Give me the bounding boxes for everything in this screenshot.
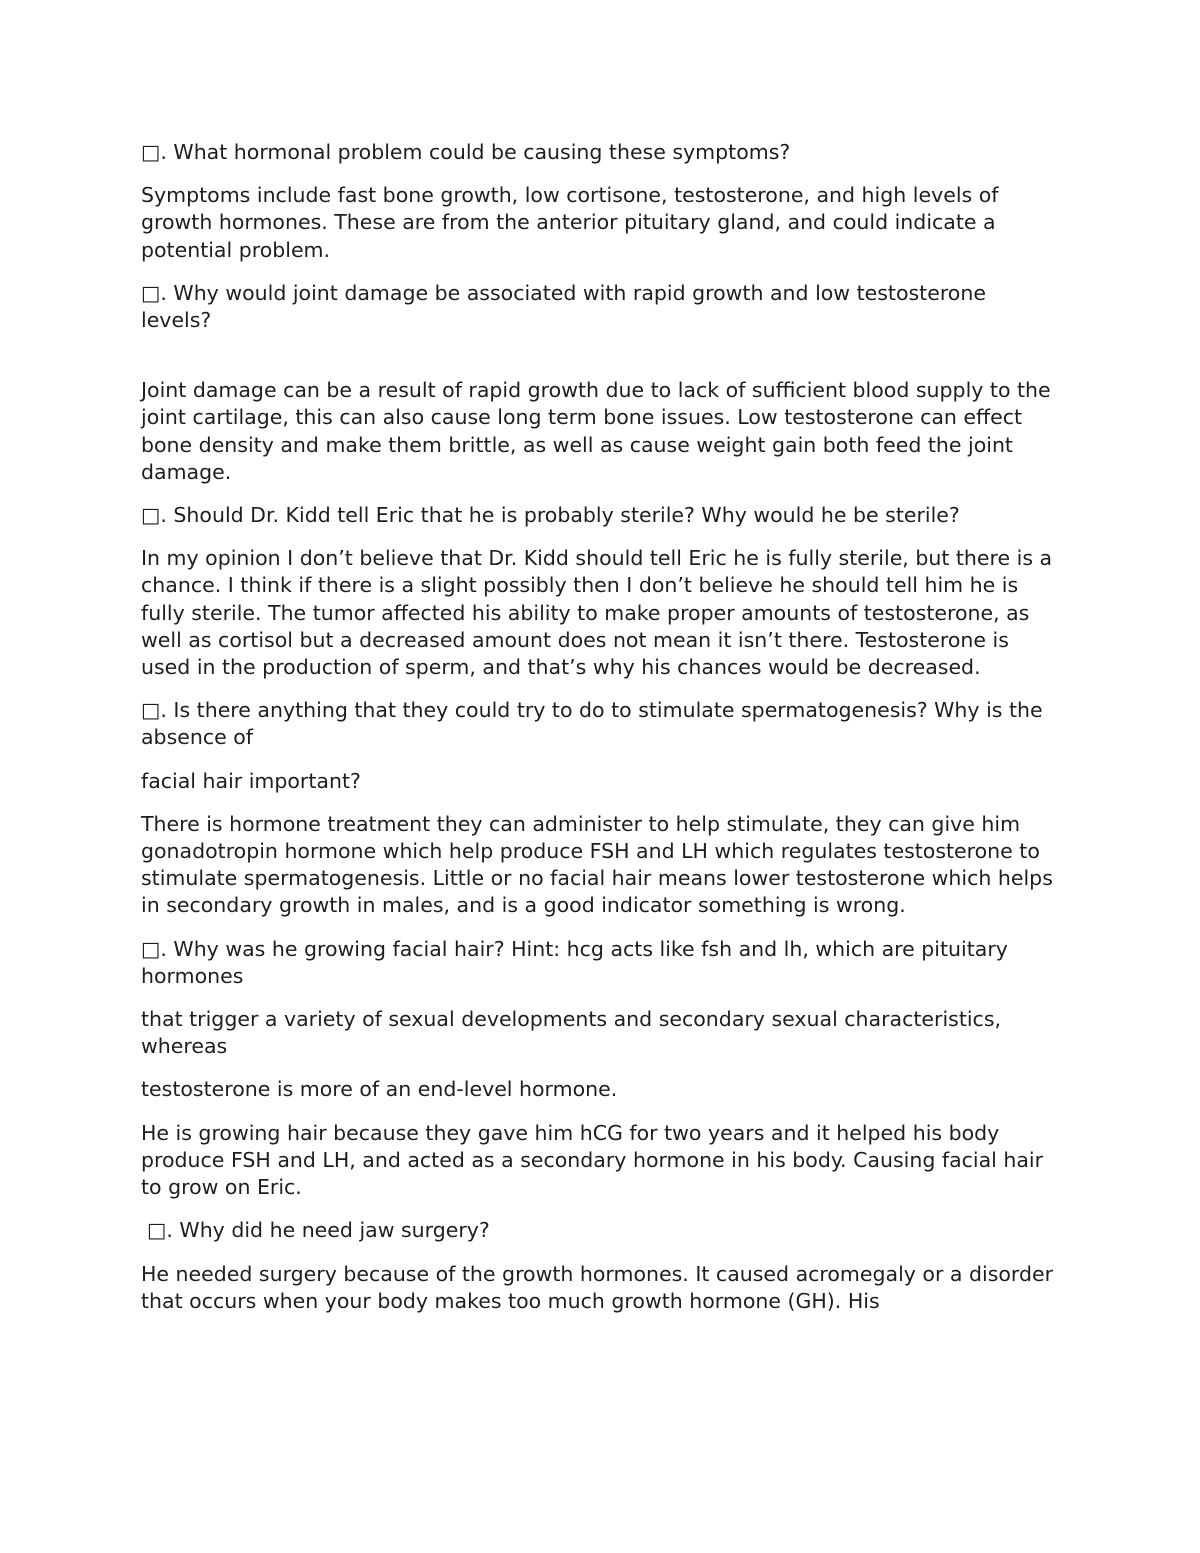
blank-spacer [141, 334, 1061, 377]
question-2 [141, 280, 1061, 334]
answer-3: In my opinion I don’t believe that Dr. Kidd should tell Eric he is fully sterile, but there is a chance. I think if there is a slight possibly then I don’t believe he should tell him he is fully sterile. The tumor affected his ability to make proper amounts of testosterone, as well as cortisol but a decreased amount does not mean it isn’t there. Testosterone is used in the production of sperm, and that’s why his chances would be decreased. [141, 546, 1053, 680]
question-3 [141, 502, 1061, 529]
question-6 [141, 1217, 1061, 1244]
question-4-continuation: facial hair important? [141, 768, 361, 793]
question-number: □. [141, 140, 167, 164]
answer-1: Symptoms include fast bone growth, low cortisone, testosterone, and high levels of growth hormones. These are from the anterior pituitary gland, and could indicate a potential problem. [141, 183, 999, 262]
question-4 [141, 697, 1061, 751]
question-number: □. [147, 1218, 173, 1243]
question-text: Should Dr. Kidd tell Eric that he is probably sterile? Why would he be sterile? [173, 503, 960, 528]
question-number: □. [141, 936, 167, 961]
question-text: Why would joint damage be associated with rapid growth and low testosterone levels? [141, 280, 986, 333]
question-5-continuation-2: testosterone is more of an end-level hormone. [141, 1077, 618, 1102]
answer-4: There is hormone treatment they can administer to help stimulate, they can give him gonadotropin hormone which help produce FSH and LH which regulates testosterone to stimulate spermatogenesis. Little or no facial hair means lower testosterone which helps in secondary growth in males, and is a good indicator something is wrong. [141, 811, 1053, 918]
question-number: □. [141, 280, 167, 305]
answer-2: Joint damage can be a result of rapid growth due to lack of sufficient blood supply to the joint cartilage, this can also cause long term bone issues. Low testosterone can effect bone density and make them brittle, as well as cause weight gain both feed the joint damage. [141, 378, 1051, 484]
question-text: Is there anything that they could try to do to stimulate spermatogenesis? Why is the absence of [141, 698, 1043, 750]
question-text: Why did he need jaw surgery? [179, 1218, 490, 1243]
question-5 [141, 936, 1061, 990]
question-5-continuation-1: that trigger a variety of sexual developments and secondary sexual characteristics, whereas [141, 1007, 1002, 1059]
question-text: What hormonal problem could be causing these symptoms? [173, 140, 791, 164]
question-1 [141, 139, 1061, 166]
question-text: Why was he growing facial hair? Hint: hcg acts like fsh and lh, which are pituitary hormones [141, 936, 1008, 988]
answer-6: He needed surgery because of the growth hormones. It caused acromegaly or a disorder that occurs when your body makes too much growth hormone (GH). His [141, 1261, 1054, 1313]
question-number: □. [141, 698, 167, 723]
answer-5: He is growing hair because they gave him hCG for two years and it helped his body produce FSH and LH, and acted as a secondary hormone in his body. Causing facial hair to grow on Eric. [141, 1120, 1044, 1200]
question-number: □. [141, 503, 167, 528]
document-body [141, 139, 1061, 1331]
